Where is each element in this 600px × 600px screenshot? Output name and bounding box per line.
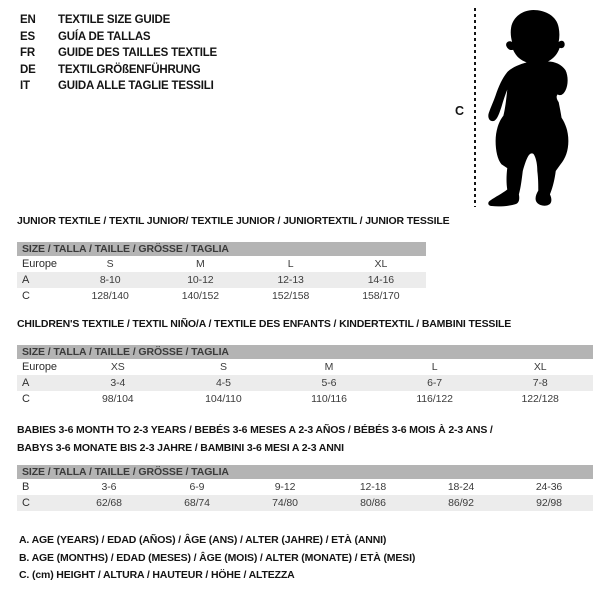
table-cell: S	[219, 361, 227, 373]
table-cell: M	[196, 258, 205, 270]
junior-table-title: JUNIOR TEXTILE / TEXTIL JUNIOR/ TEXTILE JUNIOR / JUNIORTEXTIL / JUNIOR TESSILE	[17, 215, 450, 227]
table-cell: 116/122	[416, 393, 453, 405]
row-label: B	[22, 481, 30, 493]
table-cell: 80/86	[360, 497, 386, 509]
table-cell: 110/116	[311, 393, 347, 405]
size-header-row	[17, 345, 593, 359]
table-cell: 140/152	[181, 290, 219, 302]
language-code: FR	[20, 47, 35, 60]
language-list	[20, 12, 217, 95]
table-row	[17, 288, 426, 304]
table-cell: 10-12	[187, 274, 214, 286]
language-row	[20, 12, 217, 29]
table-cell: 128/140	[91, 290, 129, 302]
table-row	[17, 495, 593, 511]
table-cell: 104/110	[205, 393, 242, 405]
table-cell: L	[431, 361, 438, 373]
table-row	[17, 391, 593, 407]
table-row	[17, 359, 593, 375]
row-label: A	[22, 377, 30, 389]
table-cell: 92/98	[536, 497, 562, 509]
language-code: ES	[20, 30, 35, 43]
size-header-bar: SIZE / TALLA / TAILLE / GRÖSSE / TAGLIA	[17, 465, 593, 479]
babies-table-title-block	[17, 422, 593, 457]
table-cell: 12-18	[359, 481, 387, 493]
size-header-bar: SIZE / TALLA / TAILLE / GRÖSSE / TAGLIA	[17, 345, 593, 359]
table-cell: XL	[374, 258, 388, 270]
table-row	[17, 479, 593, 495]
row-label: Europe	[22, 361, 57, 373]
table-cell: XS	[110, 361, 125, 373]
table-cell: 68/74	[184, 497, 210, 509]
size-header-row	[17, 242, 426, 256]
size-header-bar: SIZE / TALLA / TAILLE / GRÖSSE / TAGLIA	[17, 242, 426, 256]
table-cell: 18-24	[447, 481, 475, 493]
row-label: C	[22, 497, 30, 509]
language-row	[20, 29, 217, 46]
table-cell: 9-12	[274, 481, 296, 493]
babies-size-table	[17, 465, 593, 511]
size-header-row	[17, 465, 593, 479]
children-table-title: CHILDREN'S TEXTILE / TEXTIL NIÑO/A / TEXTILE DES ENFANTS / KINDERTEXTIL / BAMBINI TESSILE	[17, 318, 512, 330]
table-cell: 14-16	[367, 274, 395, 286]
table-cell: 74/80	[272, 497, 298, 509]
table-cell: 62/68	[96, 497, 122, 509]
row-label: Europe	[22, 258, 57, 270]
toddler-silhouette-icon	[483, 4, 580, 212]
table-cell: 7-8	[532, 377, 548, 389]
language-row	[20, 78, 217, 95]
table-cell: M	[324, 361, 334, 373]
table-cell: 86/92	[448, 497, 474, 509]
row-label: A	[22, 274, 30, 286]
babies-table-title-line2: BABYS 3-6 MONATE BIS 2-3 JAHRE / BAMBINI 3-6 MESI A 2-3 ANNI	[17, 441, 344, 454]
legend-line-a: A. AGE (YEARS) / EDAD (AÑOS) / ÂGE (ANS) / ALTER (JAHRE) / ETÀ (ANNI)	[19, 534, 387, 546]
table-cell: S	[106, 258, 114, 270]
table-row	[17, 256, 426, 272]
language-label: TEXTILGRÖßENFÜHRUNG	[58, 63, 201, 76]
table-cell: XL	[533, 361, 547, 373]
table-cell: 6-9	[189, 481, 205, 493]
children-size-table	[17, 345, 593, 407]
language-label: TEXTILE SIZE GUIDE	[58, 14, 171, 26]
language-label: GUIDE DES TAILLES TEXTILE	[58, 47, 217, 60]
table-row	[17, 272, 426, 288]
babies-table-title-line1: BABIES 3-6 MONTH TO 2-3 YEARS / BEBÉS 3-6 MESES A 2-3 AÑOS / BÉBÉS 3-6 MOIS À 2-3 ANS /	[17, 424, 493, 436]
row-label: C	[22, 393, 30, 405]
table-cell: 158/170	[362, 290, 400, 302]
table-cell: 12-13	[277, 274, 304, 286]
height-dashed-line	[474, 8, 476, 207]
table-cell: 122/128	[521, 393, 559, 405]
table-cell: 152/158	[271, 290, 310, 302]
language-row	[20, 45, 217, 62]
measurement-legend	[19, 532, 415, 585]
table-cell: 98/104	[102, 393, 134, 405]
language-label: GUÍA DE TALLAS	[58, 30, 151, 43]
table-cell: 3-4	[110, 377, 126, 389]
language-code: DE	[20, 63, 36, 76]
junior-size-table	[17, 242, 426, 304]
language-code: EN	[20, 14, 36, 26]
table-cell: 24-36	[535, 481, 563, 493]
table-cell: 3-6	[101, 481, 117, 493]
language-row	[20, 62, 217, 79]
babies-textile-section	[17, 422, 593, 511]
language-label: GUIDA ALLE TAGLIE TESSILI	[58, 80, 214, 93]
table-cell: L	[287, 258, 294, 270]
table-cell: 5-6	[321, 377, 337, 389]
legend-line-c: C. (cm) HEIGHT / ALTURA / HAUTEUR / HÖHE / ALTEZZA	[19, 569, 295, 582]
row-label: C	[22, 290, 30, 302]
legend-line-b: B. AGE (MONTHS) / EDAD (MESES) / ÂGE (MOIS) / ALTER (MONATE) / ETÀ (MESI)	[19, 551, 416, 564]
table-cell: 4-5	[215, 377, 231, 389]
table-cell: 8-10	[99, 274, 121, 286]
table-cell: 6-7	[427, 377, 443, 389]
height-measure-label: C	[455, 104, 465, 118]
junior-textile-section	[17, 214, 450, 304]
children-textile-section	[17, 317, 593, 407]
table-row	[17, 375, 593, 391]
language-code: IT	[20, 80, 30, 93]
